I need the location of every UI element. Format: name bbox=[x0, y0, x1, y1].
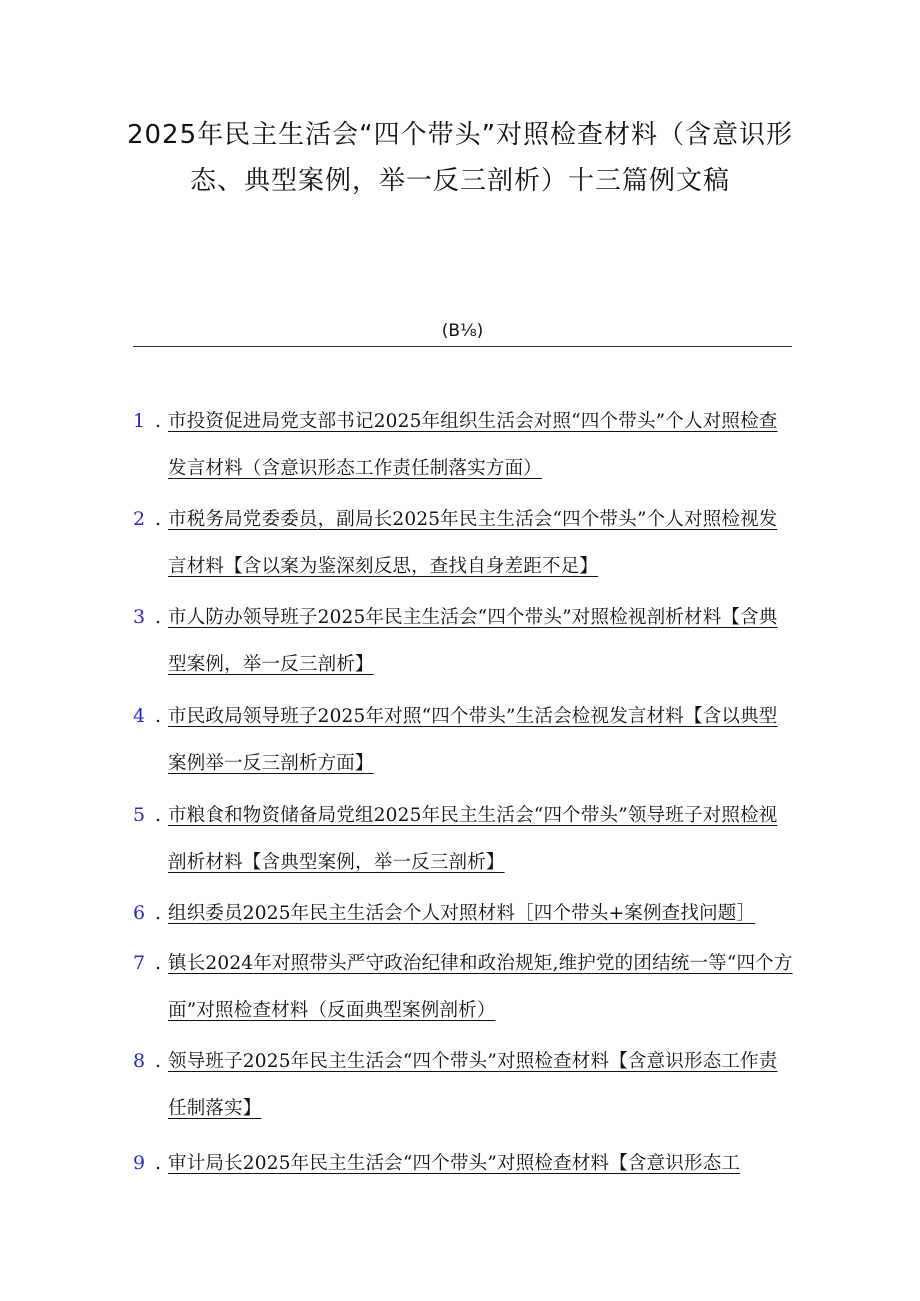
toc-heading bbox=[133, 320, 792, 347]
toc-entry-separator: . bbox=[155, 705, 162, 727]
toc-entry-separator: . bbox=[155, 606, 162, 628]
toc-entry-separator: . bbox=[155, 1152, 162, 1174]
toc-entry-link[interactable]: 市投资促进局党支部书记2025年组织生活会对照“四个带头”个人对照检查发言材料（含意识形态工作责任制落实方面） bbox=[168, 411, 778, 479]
toc-entry-link[interactable]: 镇长2024年对照带头严守政治纪律和政治规矩,维护党的团结统一等“四个方面”对照检查材料（反面典型案例剖析） bbox=[168, 953, 793, 1021]
toc-entry-number: 4 bbox=[133, 705, 146, 727]
toc-entry-separator: . bbox=[155, 508, 162, 530]
toc-heading-label: (B⅛) bbox=[441, 321, 484, 341]
toc-entry-separator: . bbox=[155, 804, 162, 826]
toc-entry-link[interactable]: 领导班子2025年民主生活会“四个带头”对照检查材料【含意识形态工作责任制落实】 bbox=[168, 1051, 778, 1119]
toc-entry-link[interactable]: 审计局长2025年民主生活会“四个带头”对照检查材料【含意识形态工 bbox=[168, 1153, 741, 1174]
toc-entry-number: 2 bbox=[133, 508, 146, 530]
toc-entry-number: 8 bbox=[133, 1050, 146, 1072]
toc-entry-link[interactable]: 市粮食和物资储备局党组2025年民主生活会“四个带头”领导班子对照检视剖析材料【含典型案例，举一反三剖析】 bbox=[168, 805, 778, 873]
toc-entry-separator: . bbox=[155, 410, 162, 432]
toc-entry-separator: . bbox=[155, 952, 162, 974]
toc-entry-number: 9 bbox=[133, 1152, 146, 1174]
toc-entry-number: 7 bbox=[133, 952, 146, 974]
toc-entry-number: 5 bbox=[133, 804, 146, 826]
toc-entry-number: 6 bbox=[133, 902, 146, 924]
toc-entry-link[interactable]: 市民政局领导班子2025年对照“四个带头”生活会检视发言材料【含以典型案例举一反三剖析方面】 bbox=[168, 706, 778, 774]
toc-entry-separator: . bbox=[155, 902, 162, 924]
toc-entry-link[interactable]: 市人防办领导班子2025年民主生活会“四个带头”对照检视剖析材料【含典型案例，举一反三剖析】 bbox=[168, 607, 778, 675]
toc-entry-number: 1 bbox=[133, 410, 146, 432]
document-title: 2025年民主生活会“四个带头”对照检查材料（含意识形态、典型案例，举一反三剖析）十三篇例文稿 bbox=[126, 120, 794, 196]
toc-entry-separator: . bbox=[155, 1050, 162, 1072]
toc-entry-link[interactable]: 市税务局党委委员，副局长2025年民主生活会“四个带头”个人对照检视发言材料【含以案为鉴深刻反思，查找自身差距不足】 bbox=[168, 509, 778, 577]
toc-entry-number: 3 bbox=[133, 606, 146, 628]
toc-entry-link[interactable]: 组织委员2025年民主生活会个人对照材料［四个带头+案例查找问题］ bbox=[168, 903, 756, 924]
